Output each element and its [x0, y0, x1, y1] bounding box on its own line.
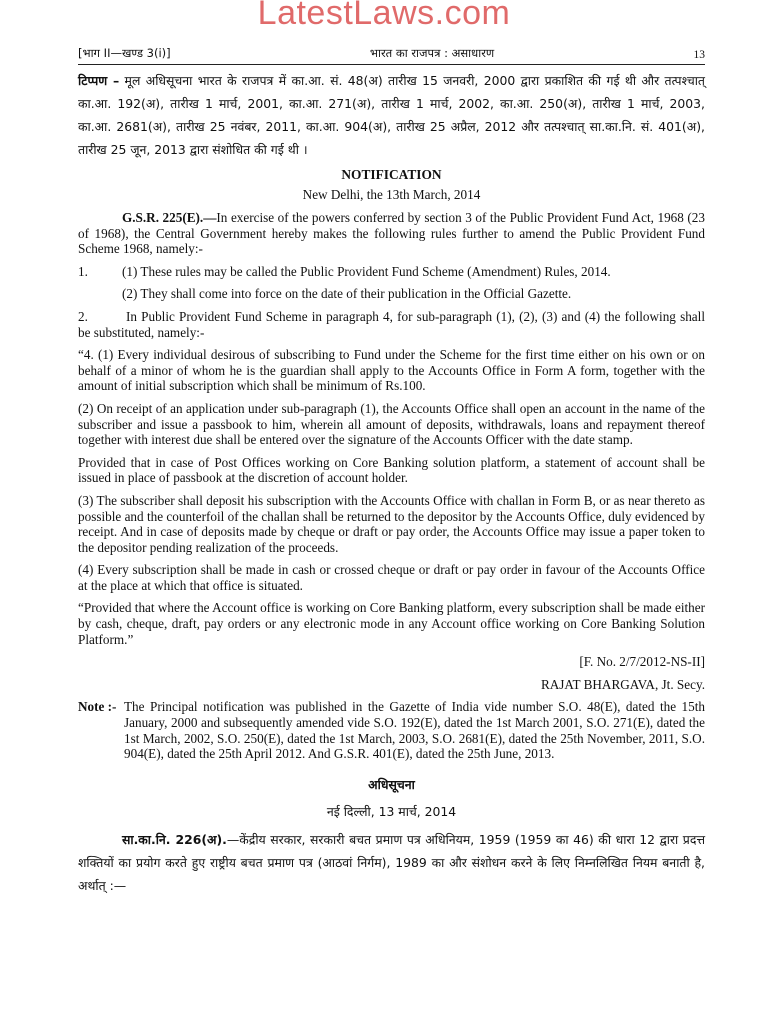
hindi-footnote-text: मूल अधिसूचना भारत के राजपत्र में का.आ. सं. 48(अ) तारीख 15 जनवरी, 2000 द्वारा प्रकाशित की गई थी और तत्पश्चात् का.आ. 192(अ), तारीख 1 मार्च, 2001, का.आ. 271(अ), तारीख 1 मार्च, 2002, का.आ. 250(अ), तारीख 1 मार्च, 2003, का.आ. 2681(अ), तारीख 25 नवंबर, 2011, का.आ. 904(अ), तारीख 25 अप्रैल, 2012 और तत्पश्चात् सा.का.नि. सं. 401(अ), तारीख 25 जून, 2013 द्वारा संशोधित की गई थी ।	[78, 73, 705, 157]
signatory: RAJAT BHARGAVA, Jt. Secy.	[540, 676, 705, 692]
para-4-2: (2) On receipt of an application under sub-paragraph (1), the Accounts Office shall open an account in the name of the subscriber and issue a passbook to him, wherein all amount of deposits, withdrawals, loans and repayment thereof together with interest due shall be entered over the signature of the Accounts Officer with the date stamp.	[78, 400, 705, 448]
gsr-paragraph	[78, 210, 705, 257]
gsr-number: G.S.R. 225(E).—	[122, 210, 217, 225]
english-note-text: The Principal notification was published in the Gazette of India vide number S.O. 48(E), dated the 15th January, 2000 and subsequently amended vide S.O. 192(E), dated the 1st March 2001, S.O. 271(E), dated the 1st March, 2002, S.O. 250(E), dated the 1st March, 2003, S.O. 2681(E), dated the 25th November, 2011, S.O. 904(E), dated the 25th April 2012. And G.S.R. 401(E), dated the 25th June, 2013.	[124, 699, 705, 762]
rule-2-number: 2.	[78, 308, 88, 324]
para-4-3: (3) The subscriber shall deposit his subscription with the Accounts Office with challan in Form B, or as near thereto as possible and the counterfoil of the challan shall be returned to the depositor by the Accounts Office, duly evidenced by receipt. And in case of deposits made by cheque or draft or pay order, the Accounts Office may issue a paper token to the depositor pending realization of the proceeds.	[78, 492, 705, 555]
hindi-footnote-label: टिप्पण –	[78, 73, 120, 88]
rule-1-1-text: (1) These rules may be called the Public Provident Fund Scheme (Amendment) Rules, 2014.	[122, 263, 611, 279]
hindi-notification-title: अधिसूचना	[368, 776, 415, 792]
para-4-4-proviso: “Provided that where the Account office is working on Core Banking platform, every subscription shall be made either by cash, cheque, draft, pay orders or any electronic mode in any Account office working on Core Banking Solution Platform.”	[78, 600, 705, 647]
header-gazette-title: भारत का राजपत्र : असाधारण	[369, 46, 495, 60]
file-number: [F. No. 2/7/2012-NS-II]	[579, 654, 705, 670]
notification-title: NOTIFICATION	[341, 167, 442, 182]
para-4-4: (4) Every subscription shall be made in cash or crossed cheque or draft or pay order in favour of the Accounts Office at the place at which that office is situated.	[78, 562, 705, 593]
rule-2	[78, 309, 705, 340]
gsr-text: In exercise of the powers conferred by section 3 of the Public Provident Fund Act, 1968 (23 of 1968), the Central Government hereby makes the following rules further to amend the Public Provident Fund Scheme 1968, namely:-	[78, 210, 705, 257]
hindi-gsr-text: —केंद्रीय सरकार, सरकारी बचत प्रमाण पत्र अधिनियम, 1959 (1959 का 46) की धारा 12 द्वारा प्रदत्त शक्तियों का प्रयोग करते हुए राष्ट्रीय बचत प्रमाण पत्र (आठवां निर्गम), 1989 का और संशोधन करने के लिए निम्नलिखित नियम बनाती है, अर्थात् :—	[78, 831, 706, 893]
gazette-page	[78, 46, 705, 897]
hindi-notification-place-date: नई दिल्ली, 13 मार्च, 2014	[326, 803, 457, 819]
english-note	[78, 699, 705, 761]
hindi-gsr-paragraph	[78, 828, 705, 897]
rule-1-number: 1.	[78, 263, 88, 279]
notification-place-date: New Delhi, the 13th March, 2014	[302, 187, 481, 202]
hindi-footnote	[78, 69, 705, 161]
english-note-label: Note :-	[78, 699, 117, 715]
rule-1-2-text: (2) They shall come into force on the date of their publication in the Official Gazette.	[122, 286, 572, 302]
para-4-1: “4. (1) Every individual desirous of subscribing to Fund under the Scheme for the first time either on his own or on behalf of a minor of whom he is the guardian shall apply to the Accounts Office in Form A form, together with the amount of initial subscription which shall be minimum of Rs.100.	[78, 347, 705, 394]
hindi-gsr-number: सा.का.नि. 226(अ).	[122, 831, 227, 847]
rule-1-1	[78, 264, 705, 280]
header-part-section: [भाग II—खण्ड 3(i)]	[78, 46, 171, 60]
watermark-logo-text: LatestLaws.com	[257, 0, 511, 32]
header-page-number: 13	[693, 49, 705, 61]
rule-2-text: In Public Provident Fund Scheme in paragraph 4, for sub-paragraph (1), (2), (3) and (4) the following shall be substituted, namely:-	[78, 308, 705, 340]
running-header	[78, 46, 705, 65]
para-4-2-proviso: Provided that in case of Post Offices working on Core Banking solution platform, a statement of account shall be issued in place of passbook at the discretion of account holder.	[78, 454, 705, 486]
